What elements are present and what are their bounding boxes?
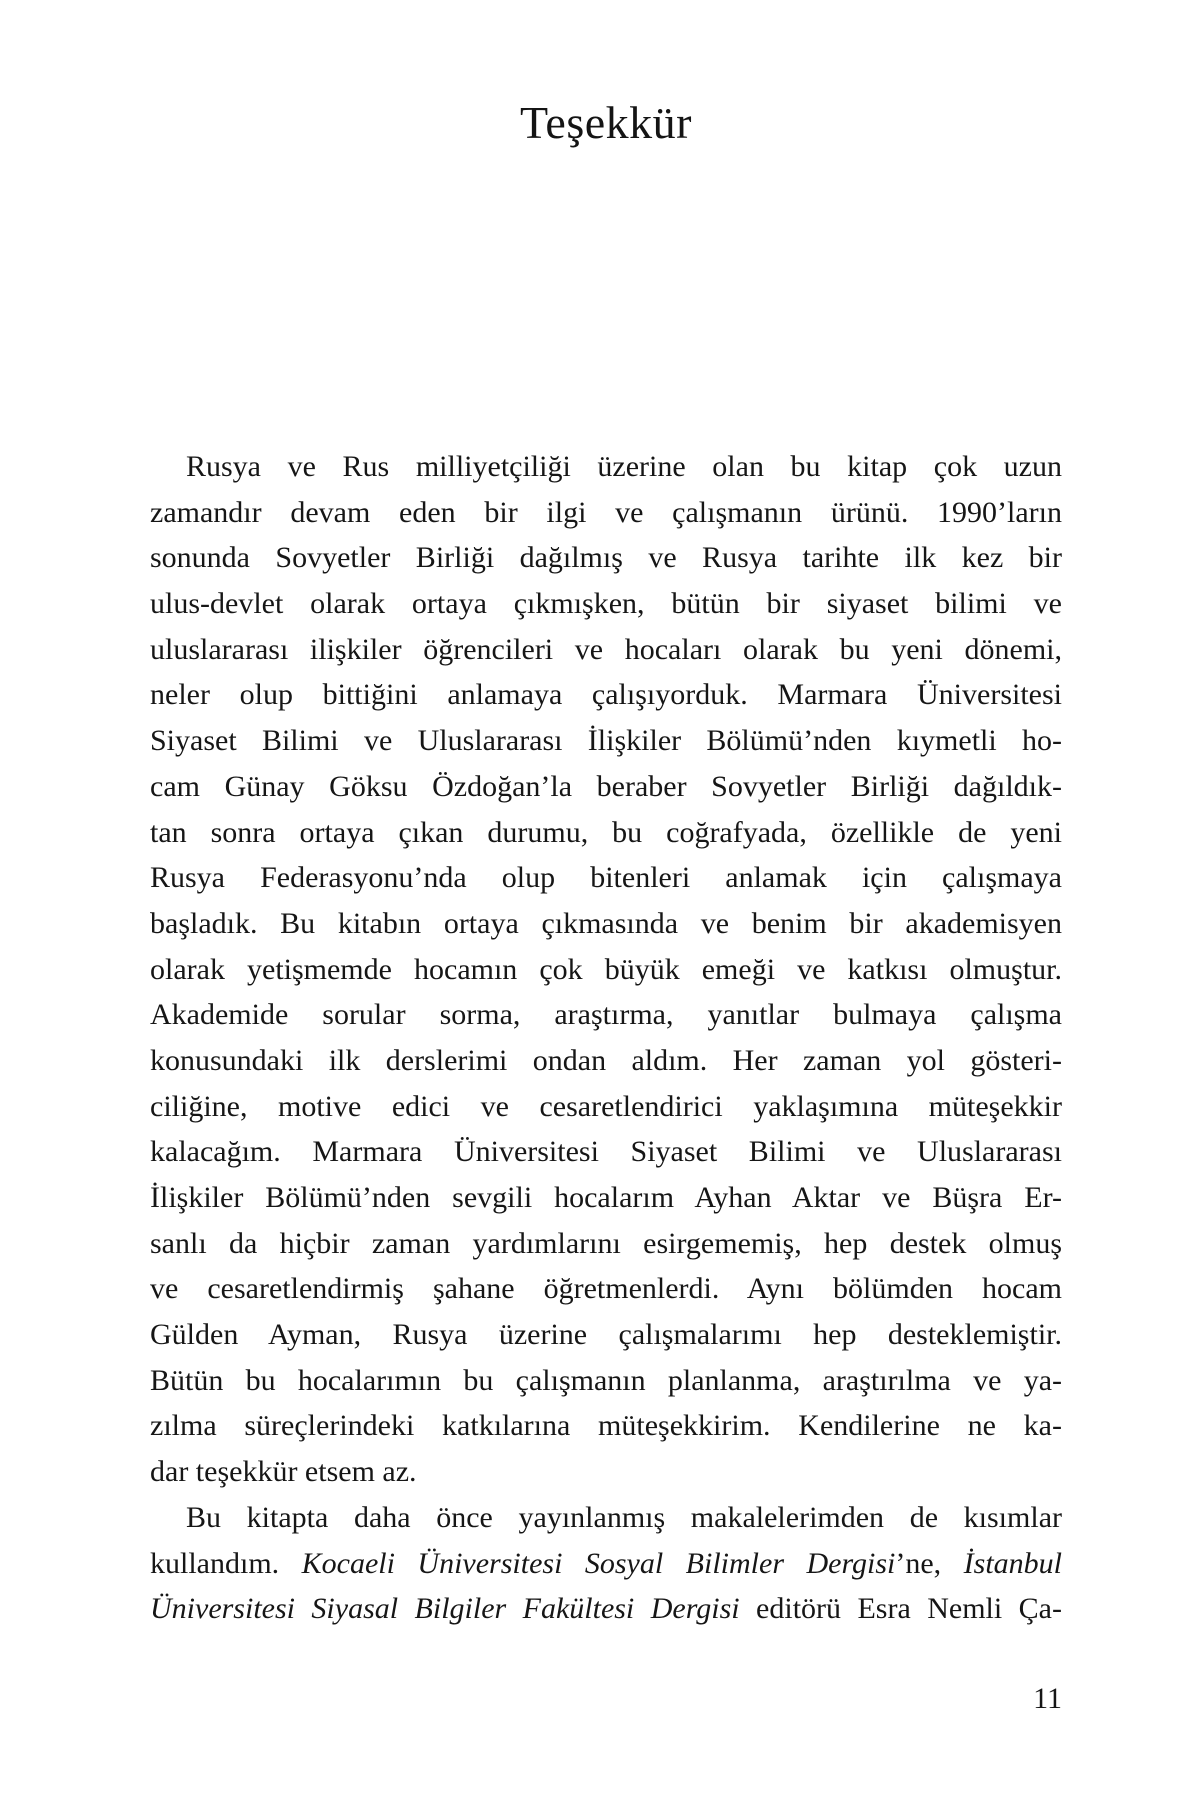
journal-name-italic: İstanbul xyxy=(963,1546,1062,1580)
text-line xyxy=(150,947,1062,993)
text-segment: ve cesaretlendirmiş şahane öğretmenlerdi. Aynı bölümden hocam xyxy=(150,1272,1062,1306)
text-line xyxy=(150,672,1062,718)
text-line xyxy=(150,992,1062,1038)
text-segment: olarak yetişmemde hocamın çok büyük emeği ve katkısı olmuştur. xyxy=(150,952,1062,986)
text-segment: Gülden Ayman, Rusya üzerine çalışmalarımı hep desteklemiştir. xyxy=(150,1318,1062,1352)
text-line xyxy=(150,627,1062,673)
text-segment: Akademide sorular sorma, araştırma, yanıtlar bulmaya çalışma xyxy=(150,998,1062,1032)
text-line xyxy=(150,1358,1062,1404)
text-segment: dar teşekkür etsem az. xyxy=(150,1455,417,1489)
text-line xyxy=(150,1266,1062,1312)
text-segment: editörü Esra Nemli Ça- xyxy=(739,1592,1062,1626)
text-segment: kalacağım. Marmara Üniversitesi Siyaset Bilimi ve Uluslararası xyxy=(150,1135,1062,1169)
text-line xyxy=(150,855,1062,901)
text-line xyxy=(150,1038,1062,1084)
text-line xyxy=(150,718,1062,764)
text-segment: Rusya ve Rus milliyetçiliği üzerine olan bu kitap çok uzun xyxy=(186,450,1062,483)
text-segment: cam Günay Göksu Özdoğan’la beraber Sovyetler Birliği dağıldık- xyxy=(150,769,1062,803)
journal-name-italic: Üniversitesi Siyasal Bilgiler Fakültesi Dergisi xyxy=(150,1592,740,1626)
text-line xyxy=(150,1129,1062,1175)
text-line xyxy=(150,810,1062,856)
text-segment: sanlı da hiçbir zaman yardımlarını esirgememiş, hep destek olmuş xyxy=(150,1226,1062,1260)
text-segment: tan sonra ortaya çıkan durumu, bu coğrafyada, özellikle de yeni xyxy=(150,815,1062,849)
text-segment: zamandır devam eden bir ilgi ve çalışmanın ürünü. 1990’ların xyxy=(150,495,1062,529)
text-segment: konusundaki ilk derslerimi ondan aldım. Her zaman yol gösteri- xyxy=(150,1043,1062,1077)
text-line xyxy=(150,1403,1062,1449)
text-segment: uluslararası ilişkiler öğrencileri ve hocaları olarak bu yeni dönemi, xyxy=(150,632,1062,666)
text-line xyxy=(150,1449,1062,1495)
text-line xyxy=(150,581,1062,627)
text-segment: ciliğine, motive edici ve cesaretlendirici yaklaşımına müteşekkir xyxy=(150,1089,1062,1123)
text-segment: başladık. Bu kitabın ortaya çıkmasında ve benim bir akademisyen xyxy=(150,906,1062,940)
text-line xyxy=(150,444,1062,490)
text-segment: ’ne, xyxy=(895,1546,964,1580)
text-segment: Siyaset Bilimi ve Uluslararası İlişkiler Bölümü’nden kıymetli ho- xyxy=(150,724,1062,758)
text-line xyxy=(150,1221,1062,1267)
text-segment: Rusya Federasyonu’nda olup bitenleri anlamak için çalışmaya xyxy=(150,861,1062,895)
text-line xyxy=(150,901,1062,947)
text-segment: neler olup bittiğini anlamaya çalışıyorduk. Marmara Üniversitesi xyxy=(150,678,1062,712)
text-line xyxy=(150,1175,1062,1221)
text-line xyxy=(150,1084,1062,1130)
text-segment: Bütün bu hocalarımın bu çalışmanın planlanma, araştırılma ve ya- xyxy=(150,1363,1062,1397)
text-line xyxy=(150,1312,1062,1358)
text-segment: kullandım. xyxy=(150,1546,302,1580)
text-segment: İlişkiler Bölümü’nden sevgili hocalarım Ayhan Aktar ve Büşra Er- xyxy=(150,1181,1062,1214)
page-title: Teşekkür xyxy=(520,97,692,148)
text-line xyxy=(150,490,1062,536)
text-segment: Bu kitapta daha önce yayınlanmış makalelerimden de kısımlar xyxy=(186,1500,1062,1534)
page-number: 11 xyxy=(1033,1682,1062,1715)
text-line xyxy=(150,764,1062,810)
text-segment: sonunda Sovyetler Birliği dağılmış ve Rusya tarihte ilk kez bir xyxy=(150,541,1062,575)
text-segment: ulus-devlet olarak ortaya çıkmışken, bütün bir siyaset bilimi ve xyxy=(150,587,1062,621)
text-line xyxy=(150,1541,1062,1587)
body-text xyxy=(150,444,1062,1632)
text-line xyxy=(150,535,1062,581)
text-line xyxy=(150,1586,1062,1632)
text-segment: zılma süreçlerindeki katkılarına müteşekkirim. Kendilerine ne ka- xyxy=(150,1409,1062,1443)
journal-name-italic: Kocaeli Üniversitesi Sosyal Bilimler Dergisi xyxy=(301,1546,896,1580)
text-line xyxy=(150,1495,1062,1541)
